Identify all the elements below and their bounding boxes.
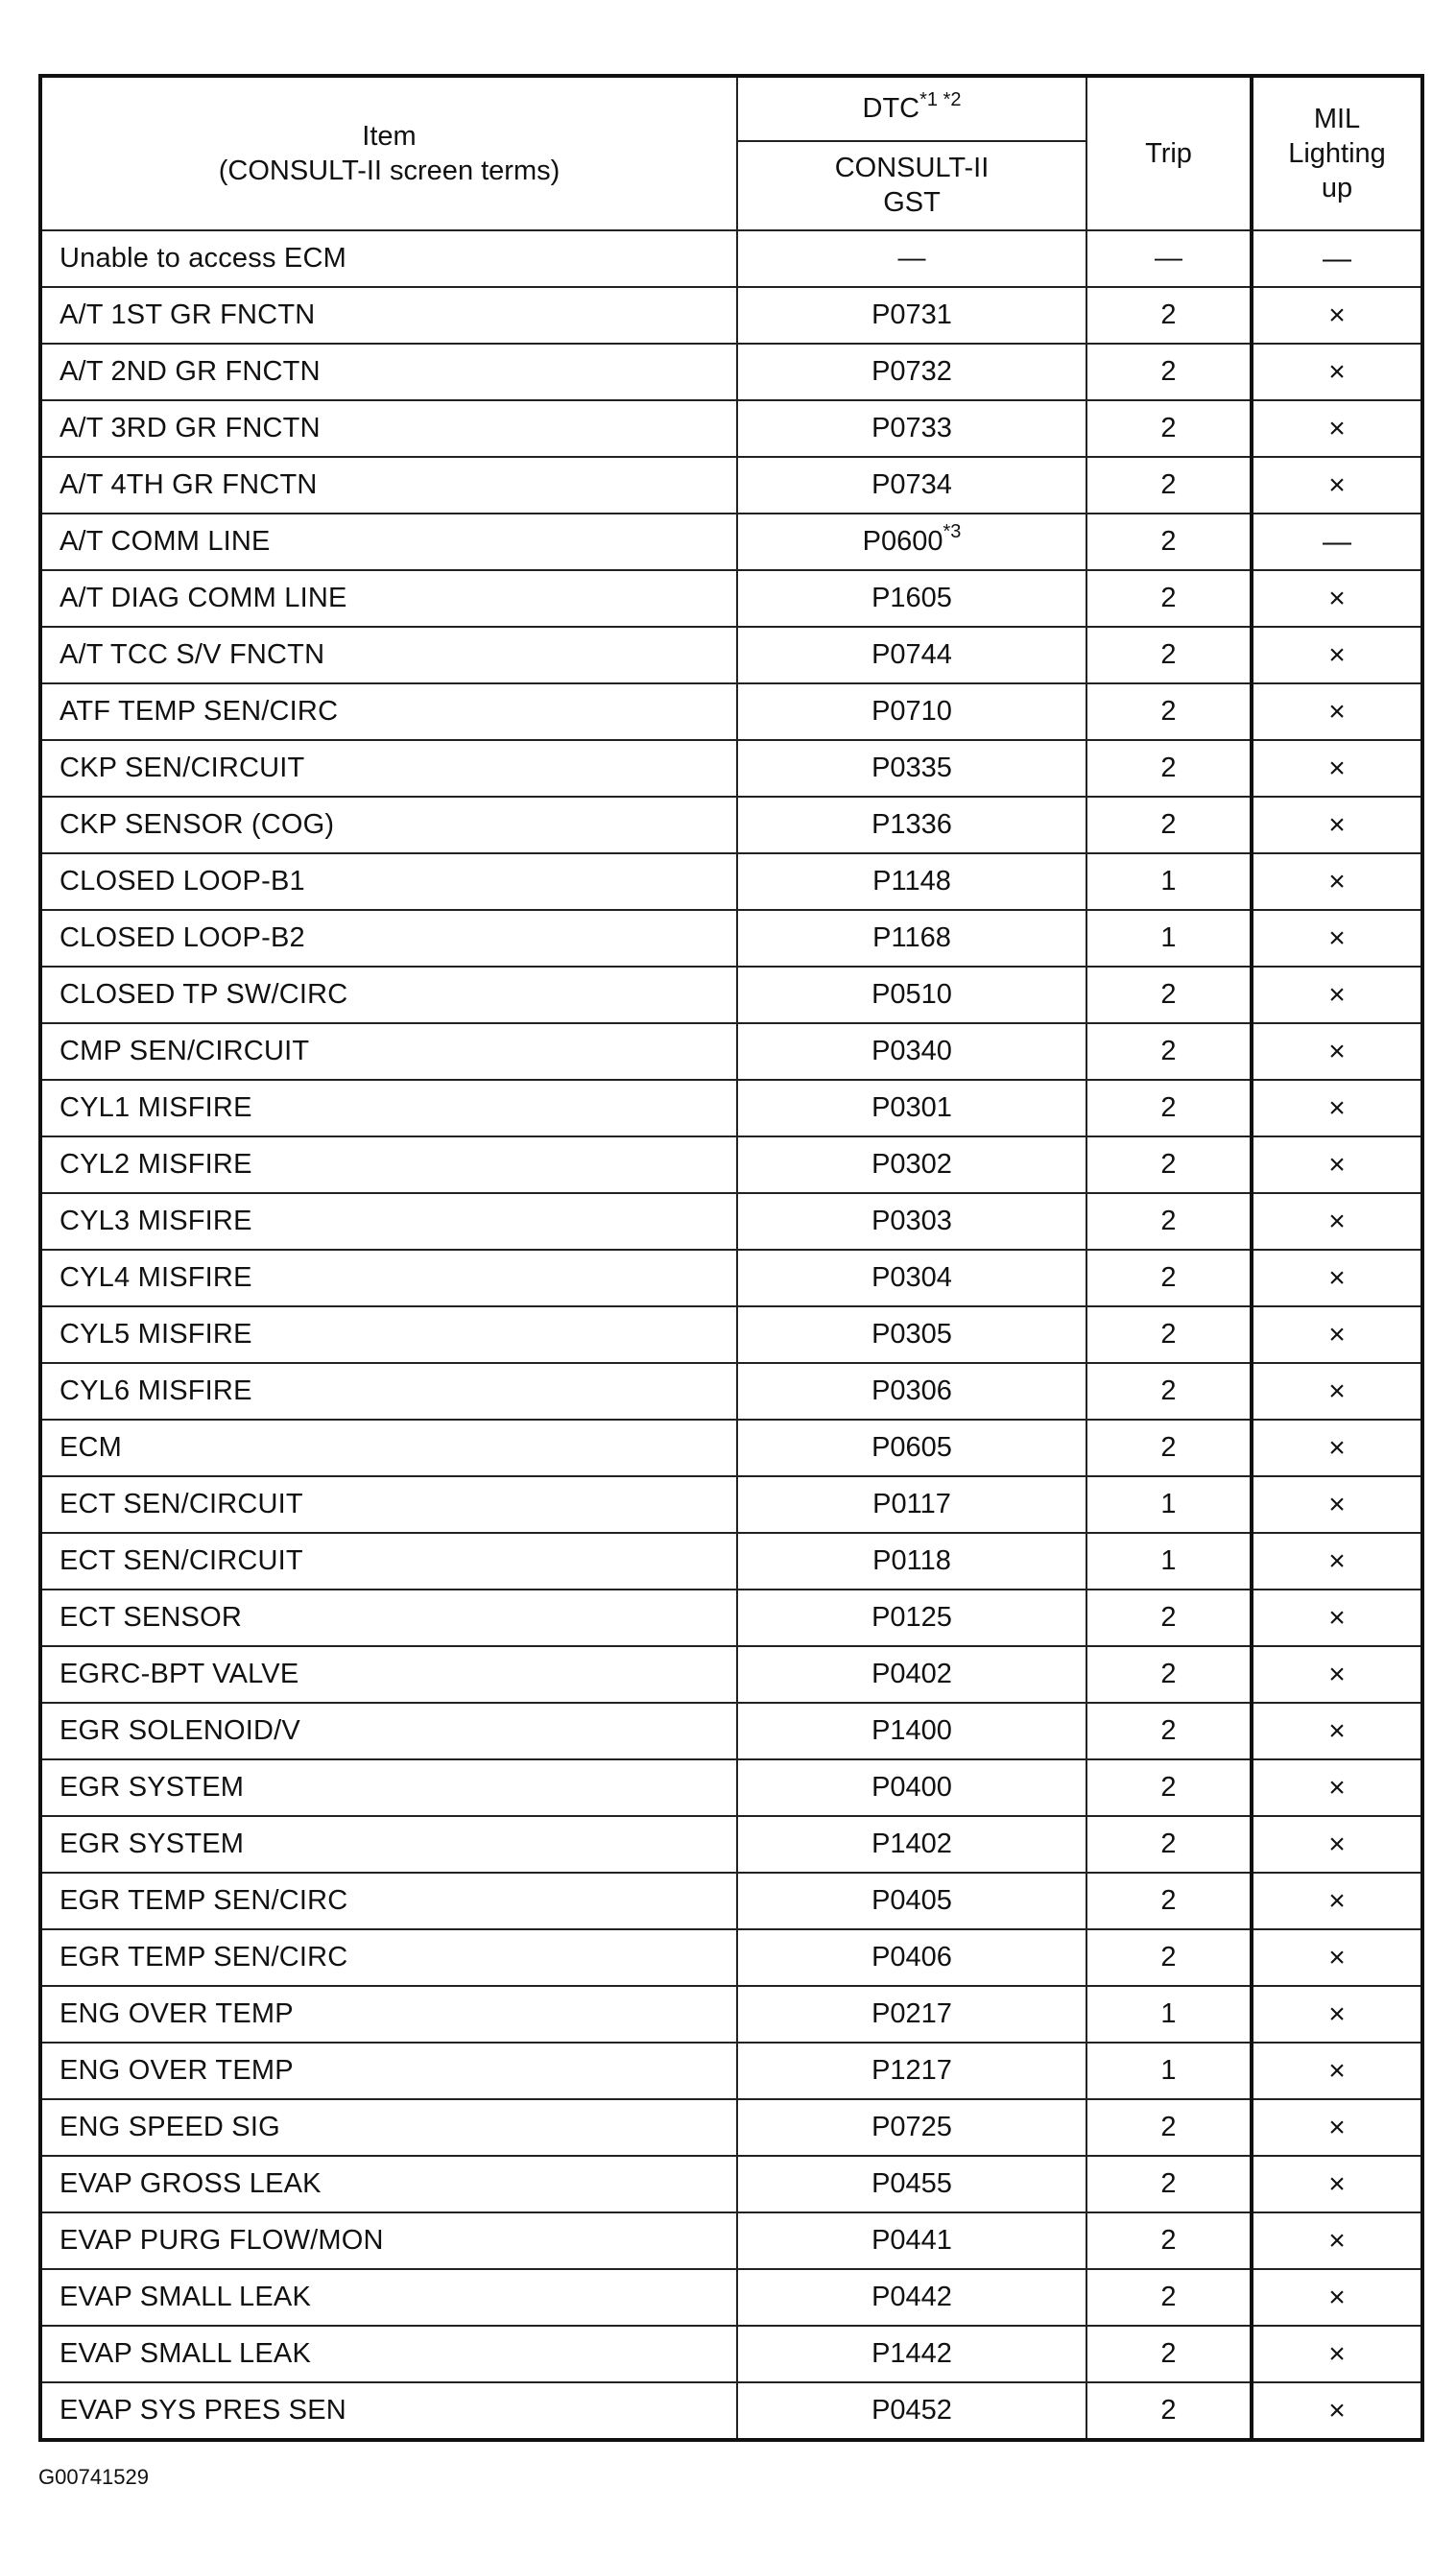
table-row	[40, 230, 1422, 287]
dtc-code: P0731	[871, 299, 952, 330]
trip-header-label: Trip	[1145, 138, 1192, 169]
item-cell: ATF TEMP SEN/CIRC	[40, 683, 737, 740]
dtc-code: P0441	[871, 2225, 952, 2256]
item-cell: EGR SYSTEM	[40, 1759, 737, 1816]
trip-cell: 2	[1086, 2156, 1252, 2212]
dtc-cell	[737, 2156, 1086, 2212]
dtc-cell	[737, 1590, 1086, 1646]
mil-header-line2: Lighting	[1288, 138, 1386, 169]
dtc-cell	[737, 683, 1086, 740]
trip-cell: 2	[1086, 1136, 1252, 1193]
mil-cell: —	[1252, 514, 1422, 570]
trip-cell: 1	[1086, 1476, 1252, 1533]
dtc-cell	[737, 1873, 1086, 1929]
dtc-column-header	[737, 76, 1086, 141]
dtc-subheader-line1: CONSULT-II	[834, 153, 990, 184]
trip-cell: 2	[1086, 1590, 1252, 1646]
mil-cell: ×	[1252, 1306, 1422, 1363]
item-cell: CKP SEN/CIRCUIT	[40, 740, 737, 797]
trip-cell: 2	[1086, 344, 1252, 400]
table-header	[40, 76, 1422, 230]
dtc-code: P0118	[872, 1545, 951, 1576]
dtc-cell	[737, 1080, 1086, 1136]
item-cell: A/T DIAG COMM LINE	[40, 570, 737, 627]
mil-cell: ×	[1252, 287, 1422, 344]
item-cell: CLOSED LOOP-B2	[40, 910, 737, 967]
trip-cell: 2	[1086, 683, 1252, 740]
dtc-code: P0732	[871, 356, 952, 387]
table-row	[40, 2269, 1422, 2326]
item-cell: EVAP PURG FLOW/MON	[40, 2212, 737, 2269]
dtc-cell	[737, 1420, 1086, 1476]
mil-cell: ×	[1252, 1193, 1422, 1250]
mil-cell: ×	[1252, 740, 1422, 797]
dtc-code: P0340	[871, 1036, 952, 1066]
trip-cell: 2	[1086, 797, 1252, 853]
mil-column-header	[1252, 76, 1422, 230]
mil-cell: ×	[1252, 2043, 1422, 2099]
mil-cell: ×	[1252, 1250, 1422, 1306]
dtc-code: P0303	[871, 1206, 952, 1236]
dtc-code: P0306	[871, 1375, 952, 1406]
item-column-header	[40, 76, 737, 230]
item-cell: A/T TCC S/V FNCTN	[40, 627, 737, 683]
trip-cell: 2	[1086, 1023, 1252, 1080]
trip-cell: 2	[1086, 457, 1252, 514]
dtc-code: P0734	[871, 469, 952, 500]
dtc-cell	[737, 627, 1086, 683]
dtc-code: P1442	[871, 2338, 952, 2369]
table-row	[40, 740, 1422, 797]
item-cell: EGR TEMP SEN/CIRC	[40, 1873, 737, 1929]
item-header-line1: Item	[362, 121, 417, 152]
item-cell: CYL3 MISFIRE	[40, 1193, 737, 1250]
dtc-code: P0600	[862, 526, 943, 557]
mil-cell: ×	[1252, 1703, 1422, 1759]
table-row	[40, 1986, 1422, 2043]
table-row	[40, 2156, 1422, 2212]
item-cell: ECT SEN/CIRCUIT	[40, 1533, 737, 1590]
item-cell: EVAP SYS PRES SEN	[40, 2382, 737, 2440]
dtc-cell	[737, 1703, 1086, 1759]
trip-cell: 1	[1086, 910, 1252, 967]
table-row	[40, 1306, 1422, 1363]
trip-cell: 2	[1086, 1816, 1252, 1873]
item-cell: CLOSED TP SW/CIRC	[40, 967, 737, 1023]
dtc-cell	[737, 2099, 1086, 2156]
table-row	[40, 1023, 1422, 1080]
mil-cell: ×	[1252, 2326, 1422, 2382]
mil-cell: ×	[1252, 683, 1422, 740]
table-row	[40, 514, 1422, 570]
table-row	[40, 1929, 1422, 1986]
item-cell: CMP SEN/CIRCUIT	[40, 1023, 737, 1080]
dtc-table	[38, 74, 1424, 2442]
dtc-code: P0744	[871, 639, 952, 670]
trip-cell: 1	[1086, 853, 1252, 910]
mil-cell: ×	[1252, 2269, 1422, 2326]
dtc-cell	[737, 2326, 1086, 2382]
dtc-code: P0510	[871, 979, 952, 1010]
table-row	[40, 967, 1422, 1023]
mil-cell: ×	[1252, 344, 1422, 400]
table-row	[40, 1590, 1422, 1646]
dtc-code: P0301	[871, 1092, 952, 1123]
item-cell: A/T 3RD GR FNCTN	[40, 400, 737, 457]
table-row	[40, 1816, 1422, 1873]
mil-cell: ×	[1252, 2099, 1422, 2156]
trip-cell: 2	[1086, 740, 1252, 797]
mil-cell: ×	[1252, 1986, 1422, 2043]
dtc-subheader	[737, 141, 1086, 230]
mil-cell: ×	[1252, 1646, 1422, 1703]
dtc-cell	[737, 797, 1086, 853]
mil-cell: ×	[1252, 853, 1422, 910]
mil-cell: ×	[1252, 2156, 1422, 2212]
dtc-code: P1336	[871, 809, 952, 840]
item-cell: EVAP GROSS LEAK	[40, 2156, 737, 2212]
dtc-cell	[737, 400, 1086, 457]
trip-cell: 1	[1086, 1986, 1252, 2043]
mil-header-line1: MIL	[1313, 104, 1361, 134]
dtc-code: P1400	[871, 1715, 952, 1746]
dtc-code: P1148	[872, 866, 951, 896]
table-row	[40, 1080, 1422, 1136]
table-row	[40, 853, 1422, 910]
dtc-cell	[737, 514, 1086, 570]
table-row	[40, 1193, 1422, 1250]
mil-cell: ×	[1252, 1533, 1422, 1590]
table-row	[40, 910, 1422, 967]
item-cell: A/T 2ND GR FNCTN	[40, 344, 737, 400]
trip-cell: 2	[1086, 1306, 1252, 1363]
table-row	[40, 2099, 1422, 2156]
table-row	[40, 570, 1422, 627]
table-row	[40, 2382, 1422, 2440]
item-cell: ECM	[40, 1420, 737, 1476]
trip-cell: 2	[1086, 570, 1252, 627]
figure-id: G00741529	[38, 2465, 149, 2489]
dtc-cell	[737, 910, 1086, 967]
mil-cell: ×	[1252, 2212, 1422, 2269]
mil-cell: ×	[1252, 797, 1422, 853]
dtc-code: P0217	[871, 1998, 952, 2029]
dtc-code: P0442	[871, 2282, 952, 2312]
dtc-cell	[737, 1929, 1086, 1986]
dtc-cell	[737, 1250, 1086, 1306]
trip-cell: 2	[1086, 2269, 1252, 2326]
table-row	[40, 2326, 1422, 2382]
dtc-cell	[737, 1816, 1086, 1873]
table-row	[40, 1759, 1422, 1816]
dtc-cell	[737, 2212, 1086, 2269]
dtc-code: P0302	[871, 1149, 952, 1180]
table-row	[40, 287, 1422, 344]
dtc-code: P0710	[871, 696, 952, 727]
mil-header-line3: up	[1321, 173, 1353, 203]
dtc-cell	[737, 1193, 1086, 1250]
mil-cell: —	[1252, 230, 1422, 287]
dtc-code: P0452	[871, 2395, 952, 2426]
item-cell: Unable to access ECM	[40, 230, 737, 287]
dtc-cell	[737, 1363, 1086, 1420]
dtc-code: P0455	[871, 2168, 952, 2199]
table-row	[40, 1873, 1422, 1929]
table-row	[40, 344, 1422, 400]
trip-cell: 2	[1086, 2382, 1252, 2440]
item-cell: CYL2 MISFIRE	[40, 1136, 737, 1193]
table-body	[40, 230, 1422, 2440]
mil-cell: ×	[1252, 1759, 1422, 1816]
dtc-cell	[737, 1533, 1086, 1590]
dtc-code: P0400	[871, 1772, 952, 1803]
mil-cell: ×	[1252, 400, 1422, 457]
item-cell: EGRC-BPT VALVE	[40, 1646, 737, 1703]
trip-cell: 2	[1086, 1646, 1252, 1703]
dtc-cell	[737, 570, 1086, 627]
dtc-cell	[737, 287, 1086, 344]
mil-cell: ×	[1252, 1363, 1422, 1420]
trip-cell: 2	[1086, 2099, 1252, 2156]
table-row	[40, 2212, 1422, 2269]
trip-cell: 2	[1086, 514, 1252, 570]
mil-cell: ×	[1252, 910, 1422, 967]
mil-cell: ×	[1252, 1590, 1422, 1646]
dtc-cell	[737, 1023, 1086, 1080]
dtc-code: P1402	[871, 1829, 952, 1859]
trip-cell: 2	[1086, 627, 1252, 683]
item-cell: EGR SYSTEM	[40, 1816, 737, 1873]
dtc-code: P1217	[871, 2055, 952, 2086]
item-cell: CKP SENSOR (COG)	[40, 797, 737, 853]
item-cell: ENG SPEED SIG	[40, 2099, 737, 2156]
trip-cell: 1	[1086, 1533, 1252, 1590]
item-cell: ENG OVER TEMP	[40, 2043, 737, 2099]
table-row	[40, 1703, 1422, 1759]
mil-cell: ×	[1252, 1873, 1422, 1929]
dtc-code: P0305	[871, 1319, 952, 1350]
table-row	[40, 1363, 1422, 1420]
trip-cell: 2	[1086, 1250, 1252, 1306]
trip-cell: 2	[1086, 1873, 1252, 1929]
dtc-cell	[737, 853, 1086, 910]
dtc-cell	[737, 967, 1086, 1023]
dtc-code: P0725	[871, 2112, 952, 2142]
dtc-table-document	[38, 74, 1420, 2442]
trip-column-header	[1086, 76, 1252, 230]
item-cell: EGR TEMP SEN/CIRC	[40, 1929, 737, 1986]
dtc-cell	[737, 2043, 1086, 2099]
dtc-cell	[737, 457, 1086, 514]
dtc-cell	[737, 344, 1086, 400]
table-row	[40, 400, 1422, 457]
item-cell: CYL4 MISFIRE	[40, 1250, 737, 1306]
trip-cell: 2	[1086, 1193, 1252, 1250]
dtc-cell	[737, 1646, 1086, 1703]
mil-cell: ×	[1252, 2382, 1422, 2440]
item-cell: A/T COMM LINE	[40, 514, 737, 570]
dtc-footnote: *3	[943, 521, 962, 543]
dtc-code: P0605	[871, 1432, 952, 1463]
dtc-subheader-line2: GST	[883, 187, 941, 219]
trip-cell: 2	[1086, 1929, 1252, 1986]
table-row	[40, 1646, 1422, 1703]
dtc-code: P0733	[871, 413, 952, 443]
dtc-cell	[737, 1476, 1086, 1533]
table-row	[40, 1136, 1422, 1193]
trip-cell: 2	[1086, 1759, 1252, 1816]
table-row	[40, 2043, 1422, 2099]
table-row	[40, 457, 1422, 514]
table-row	[40, 627, 1422, 683]
item-cell: CYL6 MISFIRE	[40, 1363, 737, 1420]
mil-cell: ×	[1252, 1420, 1422, 1476]
table-row	[40, 797, 1422, 853]
mil-cell: ×	[1252, 457, 1422, 514]
table-row	[40, 1533, 1422, 1590]
item-header-line2: (CONSULT-II screen terms)	[218, 155, 561, 186]
mil-cell: ×	[1252, 1023, 1422, 1080]
item-cell: EVAP SMALL LEAK	[40, 2326, 737, 2382]
item-cell: A/T 1ST GR FNCTN	[40, 287, 737, 344]
trip-cell: 2	[1086, 1080, 1252, 1136]
table-row	[40, 1420, 1422, 1476]
trip-cell: 2	[1086, 2326, 1252, 2382]
dtc-cell	[737, 1759, 1086, 1816]
dtc-cell	[737, 1986, 1086, 2043]
table-row	[40, 1476, 1422, 1533]
dtc-code: —	[897, 243, 926, 274]
dtc-cell	[737, 740, 1086, 797]
dtc-cell	[737, 2269, 1086, 2326]
item-cell: ECT SENSOR	[40, 1590, 737, 1646]
mil-cell: ×	[1252, 570, 1422, 627]
item-cell: CYL1 MISFIRE	[40, 1080, 737, 1136]
dtc-header-footnote: *1 *2	[919, 88, 962, 110]
item-cell: CYL5 MISFIRE	[40, 1306, 737, 1363]
trip-cell: 1	[1086, 2043, 1252, 2099]
item-cell: A/T 4TH GR FNCTN	[40, 457, 737, 514]
mil-cell: ×	[1252, 1929, 1422, 1986]
item-cell: ECT SEN/CIRCUIT	[40, 1476, 737, 1533]
item-cell: EVAP SMALL LEAK	[40, 2269, 737, 2326]
dtc-code: P0304	[871, 1262, 952, 1293]
trip-cell: 2	[1086, 1420, 1252, 1476]
table-row	[40, 1250, 1422, 1306]
item-cell: CLOSED LOOP-B1	[40, 853, 737, 910]
dtc-code: P0117	[872, 1489, 951, 1519]
trip-cell: 2	[1086, 400, 1252, 457]
mil-cell: ×	[1252, 1136, 1422, 1193]
mil-cell: ×	[1252, 1816, 1422, 1873]
mil-cell: ×	[1252, 1476, 1422, 1533]
mil-cell: ×	[1252, 967, 1422, 1023]
dtc-code: P1168	[872, 922, 951, 953]
trip-cell: 2	[1086, 1363, 1252, 1420]
item-cell: EGR SOLENOID/V	[40, 1703, 737, 1759]
dtc-code: P0405	[871, 1885, 952, 1916]
dtc-cell	[737, 230, 1086, 287]
table-row	[40, 683, 1422, 740]
mil-cell: ×	[1252, 627, 1422, 683]
dtc-code: P0125	[871, 1602, 952, 1633]
trip-cell: —	[1086, 230, 1252, 287]
dtc-header-label: DTC	[862, 93, 920, 125]
trip-cell: 2	[1086, 1703, 1252, 1759]
dtc-cell	[737, 1306, 1086, 1363]
dtc-cell	[737, 2382, 1086, 2440]
item-cell: ENG OVER TEMP	[40, 1986, 737, 2043]
trip-cell: 2	[1086, 287, 1252, 344]
mil-cell: ×	[1252, 1080, 1422, 1136]
trip-cell: 2	[1086, 967, 1252, 1023]
trip-cell: 2	[1086, 2212, 1252, 2269]
dtc-code: P0406	[871, 1942, 952, 1972]
dtc-code: P1605	[871, 583, 952, 613]
dtc-cell	[737, 1136, 1086, 1193]
dtc-code: P0335	[871, 753, 952, 783]
dtc-code: P0402	[871, 1659, 952, 1689]
